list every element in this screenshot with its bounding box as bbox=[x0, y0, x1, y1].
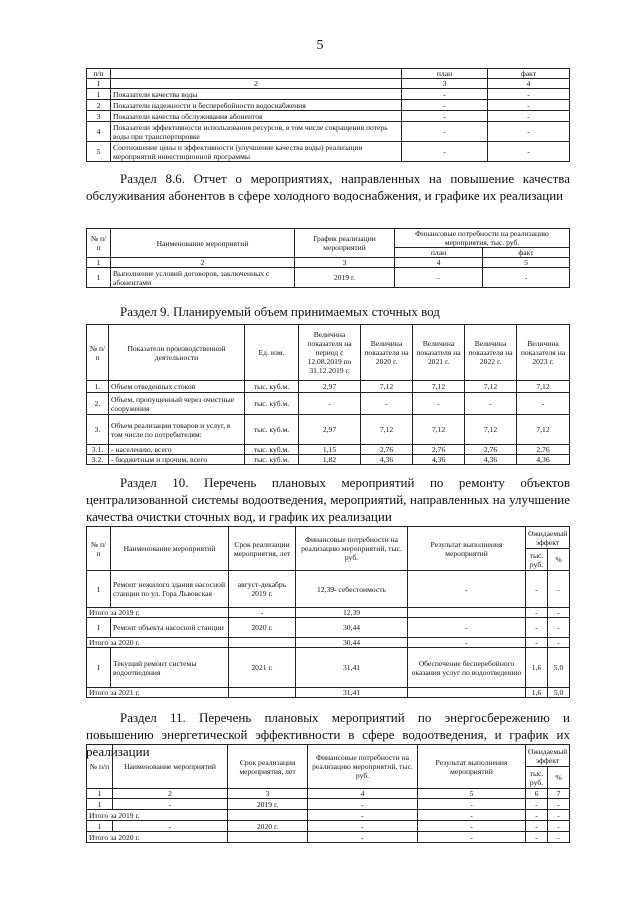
row-finance: 31,41 bbox=[296, 648, 408, 688]
col-result-header: Результат выполнения мероприятий bbox=[418, 745, 526, 789]
row-value: 7,12 bbox=[361, 415, 413, 445]
table-row bbox=[87, 111, 570, 122]
row-plan: - bbox=[402, 122, 488, 142]
col-finance-header: Финансовые потребности на реализацию мероприятия, тыс. руб. bbox=[395, 229, 570, 248]
section-8-6-heading: Раздел 8.6. Отчет о мероприятиях, направленных на повышение качества обслуживания абонентов в сфере холодного водоснабжения, и графике их реализации bbox=[86, 171, 570, 203]
row-value: 2,76 bbox=[413, 445, 465, 455]
col-effect-header: Ожидаемый эффект bbox=[526, 527, 570, 549]
row-rub: - bbox=[526, 821, 548, 832]
row-unit: тыс. куб.м. bbox=[245, 393, 299, 415]
row-result: Обеспечение бесперебойного оказания услуг по водоотведению bbox=[408, 648, 526, 688]
row-rub: - bbox=[526, 618, 548, 638]
col-name-header: Наименование мероприятий bbox=[111, 527, 229, 571]
table-row bbox=[87, 381, 570, 393]
row-value: 7,12 bbox=[517, 381, 570, 393]
row-value: 2,76 bbox=[517, 445, 570, 455]
row-number: 1 bbox=[87, 648, 111, 688]
row-unit: тыс. куб.м. bbox=[245, 415, 299, 445]
row-name: - населению, всего bbox=[109, 445, 245, 455]
col-term-header: Срок реализации мероприятия, лет bbox=[229, 527, 296, 571]
row-number: 1 bbox=[87, 821, 113, 832]
row-fact: - bbox=[488, 122, 570, 142]
row-pct: 5,0 bbox=[548, 688, 570, 698]
table-row bbox=[87, 142, 570, 162]
total-row bbox=[87, 608, 570, 618]
row-name: Выполнение условий договоров, заключенных с абонентами bbox=[111, 268, 295, 288]
col-number: 2 bbox=[113, 789, 228, 799]
row-term bbox=[228, 810, 308, 821]
row-finance: - bbox=[308, 810, 418, 821]
row-pct: - bbox=[548, 799, 570, 810]
row-value: - bbox=[465, 393, 517, 415]
row-plan: - bbox=[402, 111, 488, 122]
row-plan: - bbox=[402, 89, 488, 100]
row-pct: - bbox=[548, 618, 570, 638]
row-value: 7,12 bbox=[465, 381, 517, 393]
col-number: 2 bbox=[111, 79, 402, 89]
row-fact: - bbox=[488, 89, 570, 100]
repair-measures-table bbox=[86, 526, 570, 698]
table-row bbox=[87, 100, 570, 111]
table-row bbox=[87, 648, 570, 688]
row-rub: 1,6 bbox=[526, 688, 548, 698]
table-row bbox=[87, 89, 570, 100]
col-unit-header: Ед. изм. bbox=[245, 325, 299, 381]
row-value: 7,12 bbox=[413, 415, 465, 445]
row-pct: - bbox=[548, 571, 570, 608]
row-name: Показатели качества воды bbox=[111, 89, 402, 100]
row-name: Ремонт объекта насосной станции bbox=[111, 618, 229, 638]
row-fact: - bbox=[488, 142, 570, 162]
col-rub-header: тыс. руб. bbox=[526, 549, 548, 571]
col-pct-header: % bbox=[548, 549, 570, 571]
row-value: - bbox=[361, 393, 413, 415]
table-row bbox=[87, 618, 570, 638]
row-value: 7,12 bbox=[413, 381, 465, 393]
row-pct: - bbox=[548, 821, 570, 832]
row-fact: - bbox=[488, 111, 570, 122]
row-result: - bbox=[418, 821, 526, 832]
row-number: 1 bbox=[87, 89, 111, 100]
row-name: Объем, пропущенный через очистные сооружения bbox=[109, 393, 245, 415]
table-row bbox=[87, 571, 570, 608]
col-fact-header: факт bbox=[488, 69, 570, 79]
row-name: Объем отведенных стоков bbox=[109, 381, 245, 393]
row-plan: - bbox=[395, 268, 483, 288]
row-number: 2. bbox=[87, 393, 109, 415]
row-value: 7,12 bbox=[465, 415, 517, 445]
row-finance: - bbox=[308, 821, 418, 832]
col-number: 3 bbox=[295, 258, 395, 268]
col-number: 3 bbox=[228, 789, 308, 799]
row-number: 3 bbox=[87, 111, 111, 122]
row-result: - bbox=[418, 810, 526, 821]
col-plan-header: план bbox=[402, 69, 488, 79]
col-number: 4 bbox=[488, 79, 570, 89]
table-row bbox=[87, 393, 570, 415]
row-number: 2 bbox=[87, 100, 111, 111]
col-number: 7 bbox=[548, 789, 570, 799]
row-rub: 1,6 bbox=[526, 648, 548, 688]
row-term: 2019 г. bbox=[228, 799, 308, 810]
col-schedule-header: График реализации мероприятий bbox=[295, 229, 395, 258]
total-row bbox=[87, 638, 570, 648]
row-fact: - bbox=[488, 100, 570, 111]
row-number: 5 bbox=[87, 142, 111, 162]
row-fact: - bbox=[483, 268, 570, 288]
row-unit: тыс. куб.м. bbox=[245, 381, 299, 393]
row-unit: тыс. куб.м. bbox=[245, 455, 299, 465]
row-unit: тыс. куб.м. bbox=[245, 445, 299, 455]
total-row bbox=[87, 810, 570, 821]
col-number: 1 bbox=[87, 79, 111, 89]
table-row bbox=[87, 268, 570, 288]
row-term bbox=[229, 688, 296, 698]
col-name-header: Наименование мероприятий bbox=[113, 745, 228, 789]
col-indicator-header: Показатели производственной деятельности bbox=[109, 325, 245, 381]
col-plan-header: план bbox=[395, 248, 483, 258]
col-number: 4 bbox=[308, 789, 418, 799]
row-finance: 12,39 bbox=[296, 608, 408, 618]
col-2023-header: Величина показателя на 2023 г. bbox=[517, 325, 570, 381]
col-rub-header: тыс. руб. bbox=[526, 767, 548, 789]
col-num-header: № п/п bbox=[87, 325, 109, 381]
total-row bbox=[87, 688, 570, 698]
row-number: 3.1. bbox=[87, 445, 109, 455]
col-number: 4 bbox=[395, 258, 483, 268]
row-name: - бюджетным и прочим, всего bbox=[109, 455, 245, 465]
col-finance-header: Финансовые потребности на реализацию мероприятий, тыс. руб. bbox=[308, 745, 418, 789]
row-value: 1,82 bbox=[299, 455, 361, 465]
row-value: 4,36 bbox=[517, 455, 570, 465]
row-value: - bbox=[517, 393, 570, 415]
section-11-heading: Раздел 11. Перечень плановых мероприятий по энергосбережению и повышению энергетической эффективности в сфере водоотведения, и график их реализации bbox=[86, 710, 570, 759]
col-fact-header: факт bbox=[483, 248, 570, 258]
row-name: Ремонт нежилого здания насосной станции по ул. Гора Львовская bbox=[111, 571, 229, 608]
row-finance: 30,44 bbox=[296, 618, 408, 638]
col-number: 5 bbox=[483, 258, 570, 268]
row-value: 7,12 bbox=[361, 381, 413, 393]
row-name: Соотношение цены и эффективности (улучшение качества воды) реализации мероприятий инвестиционной программы bbox=[111, 142, 402, 162]
col-pct-header: % bbox=[548, 767, 570, 789]
row-term: август-декабрь 2019 г. bbox=[229, 571, 296, 608]
row-rub: - bbox=[526, 571, 548, 608]
row-value: 2,76 bbox=[465, 445, 517, 455]
row-pct: - bbox=[548, 638, 570, 648]
row-value: - bbox=[413, 393, 465, 415]
table-row bbox=[87, 122, 570, 142]
col-num-header: п/п bbox=[87, 69, 111, 79]
row-result: - bbox=[418, 832, 526, 843]
col-num-header: № п/п bbox=[87, 745, 113, 789]
row-term: 2021 г. bbox=[229, 648, 296, 688]
row-value: - bbox=[299, 393, 361, 415]
section-10-heading: Раздел 10. Перечень плановых мероприятий по ремонту объектов централизованной системы водоотведения, мероприятий, направленных на улучшение качества очистки сточных вод, и график их реализации bbox=[86, 475, 570, 524]
section-9-heading: Раздел 9. Планируемый объем принимаемых сточных вод bbox=[120, 304, 440, 319]
total-row bbox=[87, 832, 570, 843]
wastewater-volume-table bbox=[86, 324, 570, 465]
row-total-label: Итого за 2020 г. bbox=[87, 832, 228, 843]
row-term bbox=[229, 638, 296, 648]
row-number: 1 bbox=[87, 799, 113, 810]
col-number: 5 bbox=[418, 789, 526, 799]
service-quality-table bbox=[86, 228, 570, 288]
row-result: - bbox=[418, 799, 526, 810]
table-row bbox=[87, 455, 570, 465]
row-value: 2,97 bbox=[299, 415, 361, 445]
col-term-header: Срок реализации мероприятия, лет bbox=[228, 745, 308, 789]
table-row bbox=[87, 415, 570, 445]
row-result: - bbox=[408, 638, 526, 648]
page-number: 5 bbox=[316, 38, 324, 53]
row-rub: - bbox=[526, 799, 548, 810]
row-rub: - bbox=[526, 832, 548, 843]
row-finance: 30,44 bbox=[296, 638, 408, 648]
col-name-header: Наименование мероприятий bbox=[111, 229, 295, 258]
row-name: - bbox=[113, 821, 228, 832]
col-2022-header: Величина показателя на 2022 г. bbox=[465, 325, 517, 381]
row-value: 4,36 bbox=[361, 455, 413, 465]
row-result: - bbox=[408, 571, 526, 608]
col-number: 1 bbox=[87, 789, 113, 799]
row-name: Текущий ремонт системы водоотведения bbox=[111, 648, 229, 688]
row-value: 2,97 bbox=[299, 381, 361, 393]
row-number: 3. bbox=[87, 415, 109, 445]
row-total-label: Итого за 2021 г. bbox=[87, 688, 229, 698]
row-pct: 5,0 bbox=[548, 648, 570, 688]
col-2019-header: Величина показателя на период с 12.08.2019 по 31.12.2019 г. bbox=[299, 325, 361, 381]
row-name: Показатели качества обслуживания абонентов bbox=[111, 111, 402, 122]
row-term bbox=[228, 832, 308, 843]
row-number: 4 bbox=[87, 122, 111, 142]
col-number: 6 bbox=[526, 789, 548, 799]
table-row bbox=[87, 799, 570, 810]
row-rub: - bbox=[526, 608, 548, 618]
row-value: 2,76 bbox=[361, 445, 413, 455]
row-pct: - bbox=[548, 832, 570, 843]
row-number: 1 bbox=[87, 618, 111, 638]
row-number: 3.2. bbox=[87, 455, 109, 465]
col-result-header: Результат выполнения мероприятий bbox=[408, 527, 526, 571]
row-result bbox=[408, 608, 526, 618]
col-number: 3 bbox=[402, 79, 488, 89]
col-finance-header: Финансовые потребности на реализацию мероприятий, тыс. руб. bbox=[296, 527, 408, 571]
row-value: 1,15 bbox=[299, 445, 361, 455]
col-num-header: № п/п bbox=[87, 527, 111, 571]
col-num-header: № п/п bbox=[87, 229, 111, 258]
row-pct: - bbox=[548, 810, 570, 821]
row-name: Объем реализации товаров и услуг, в том числе по потребителям: bbox=[109, 415, 245, 445]
row-finance: 31,41 bbox=[296, 688, 408, 698]
row-number: 1 bbox=[87, 268, 111, 288]
row-total-label: Итого за 2020 г. bbox=[87, 638, 229, 648]
row-finance: - bbox=[308, 832, 418, 843]
col-number: 2 bbox=[111, 258, 295, 268]
col-2021-header: Величина показателя на 2021 г. bbox=[413, 325, 465, 381]
table-row bbox=[87, 821, 570, 832]
row-value: 4,36 bbox=[413, 455, 465, 465]
row-term: - bbox=[229, 608, 296, 618]
row-rub: - bbox=[526, 638, 548, 648]
row-number: 1. bbox=[87, 381, 109, 393]
row-rub: - bbox=[526, 810, 548, 821]
row-schedule: 2019 г. bbox=[295, 268, 395, 288]
row-term: 2020 г. bbox=[229, 618, 296, 638]
row-plan: - bbox=[402, 142, 488, 162]
indicators-table bbox=[86, 68, 570, 162]
row-name: Показатели эффективности использования ресурсов, в том числе сокращения потерь воды при транспортировке bbox=[111, 122, 402, 142]
row-result bbox=[408, 688, 526, 698]
row-result: - bbox=[408, 618, 526, 638]
row-name: - bbox=[113, 799, 228, 810]
row-number: 1 bbox=[87, 571, 111, 608]
row-plan: - bbox=[402, 100, 488, 111]
energy-saving-table bbox=[86, 744, 570, 843]
row-finance: 12,39- себестоимость bbox=[296, 571, 408, 608]
row-term: 2020 г. bbox=[228, 821, 308, 832]
table-row bbox=[87, 445, 570, 455]
row-total-label: Итого за 2019 г. bbox=[87, 608, 229, 618]
row-total-label: Итого за 2019 г. bbox=[87, 810, 228, 821]
col-effect-header: Ожидаемый эффект bbox=[526, 745, 570, 767]
row-finance: - bbox=[308, 799, 418, 810]
col-number: 1 bbox=[87, 258, 111, 268]
row-value: 7,12 bbox=[517, 415, 570, 445]
row-name: Показатели надежности и бесперебойности водоснабжения bbox=[111, 100, 402, 111]
row-value: 4,36 bbox=[465, 455, 517, 465]
col-2020-header: Величина показателя на 2020 г. bbox=[361, 325, 413, 381]
col-name-header bbox=[111, 69, 402, 79]
row-pct: - bbox=[548, 608, 570, 618]
